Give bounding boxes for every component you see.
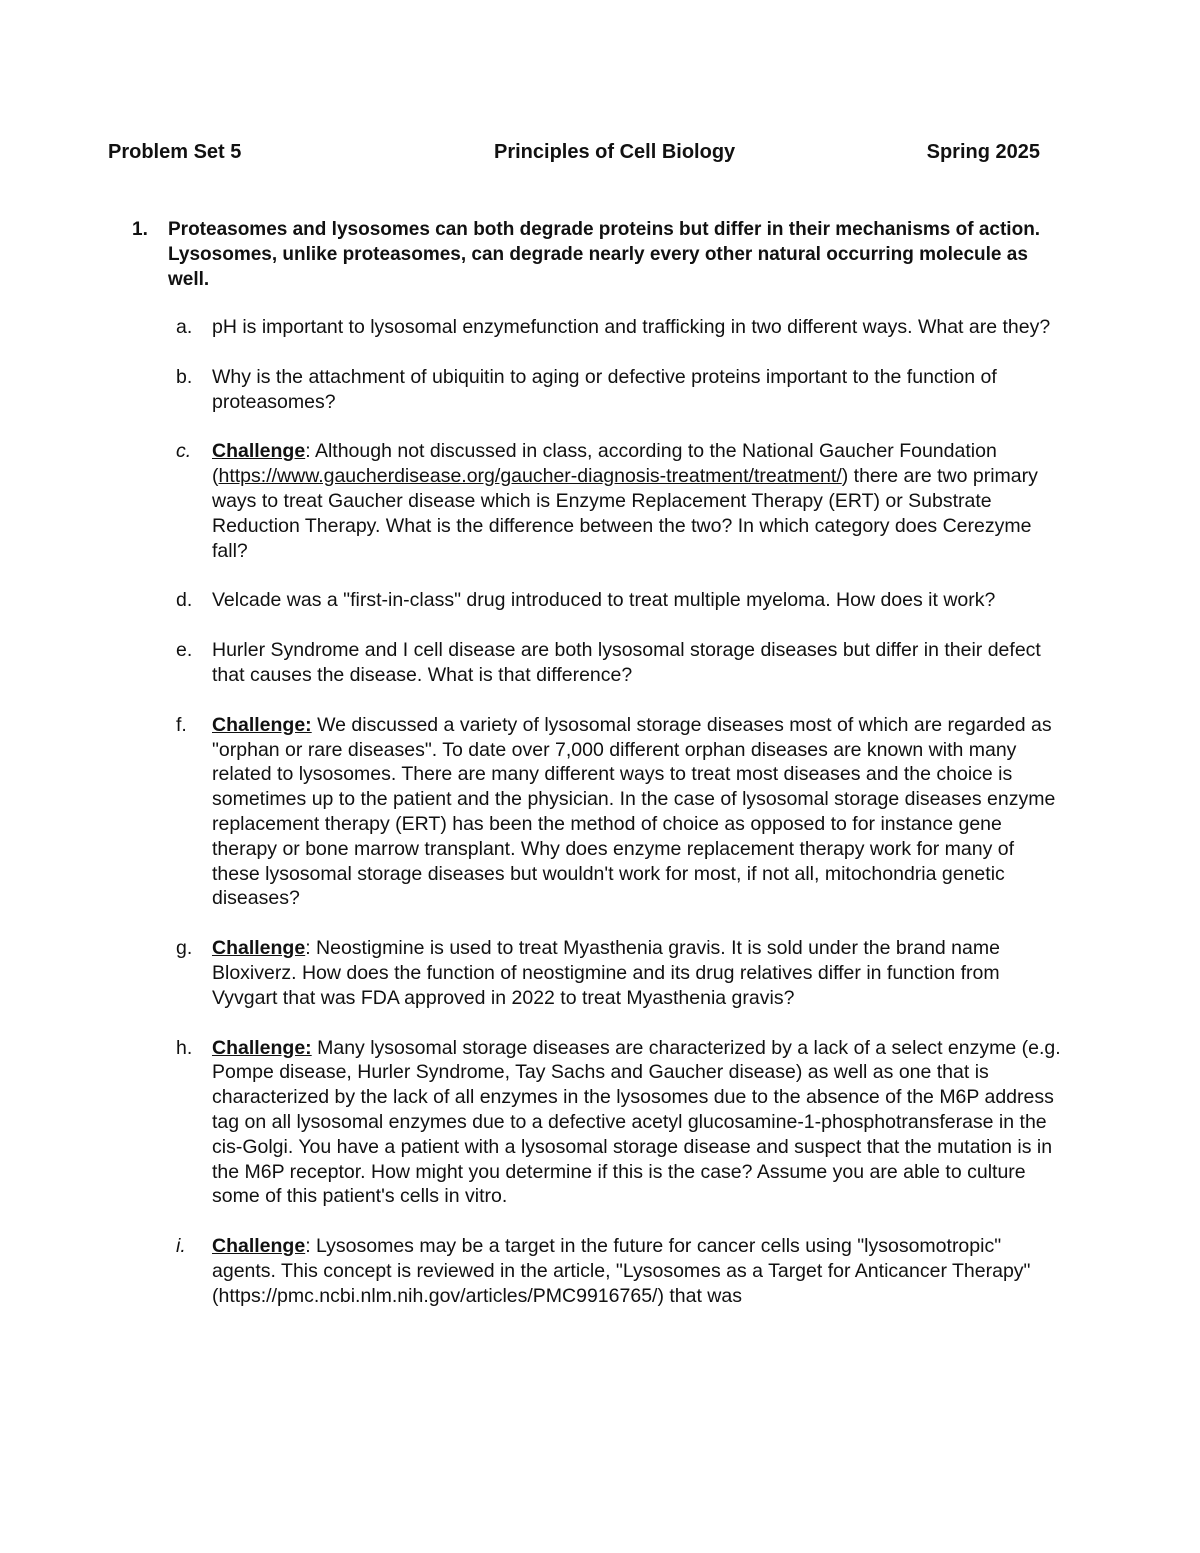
gaucher-foundation-link[interactable]: https://www.gaucherdisease.org/gaucher-diagnosis-treatment/treatment/ <box>218 465 842 488</box>
header-problem-set: Problem Set 5 <box>108 141 242 163</box>
sub-question-text: Velcade was a "first-in-class" drug introduced to treat multiple myeloma. How does it work? <box>212 589 996 612</box>
sub-question-letter: c. <box>176 440 192 463</box>
sub-question-text-continued: ) there are two primary ways to treat Gaucher disease which is Enzyme Replacement Therapy (ERT) or Substrate Reduction Therapy. What is the difference between the two? In which category does Cerezyme fall? <box>212 465 1038 562</box>
sub-question-body <box>212 713 1066 911</box>
challenge-colon: : <box>305 440 311 463</box>
sub-question-body <box>212 439 1066 563</box>
sub-question-b <box>176 365 1066 415</box>
sub-question-h <box>176 1036 1066 1210</box>
challenge-label: Challenge: <box>212 713 312 736</box>
question-1 <box>132 217 1064 292</box>
challenge-label: Challenge: <box>212 1036 312 1059</box>
sub-question-text: We discussed a variety of lysosomal storage diseases most of which are regarded as "orphan or rare diseases". To date over 7,000 different orphan diseases are known with many related to lysosomes. There are many different ways to treat most diseases and the choice is sometimes up to the patient and the physician. In the case of lysosomal storage diseases enzyme replacement therapy (ERT) has been the method of choice as opposed to for instance gene therapy or bone marrow transplant. Why does enzyme replacement therapy work for many of these lysosomal storage diseases but wouldn't work for most, if not all, mitochondria genetic diseases? <box>212 713 1056 910</box>
page-header <box>108 141 1040 169</box>
header-course-title: Principles of Cell Biology <box>494 141 736 163</box>
sub-question-letter: h. <box>176 1036 193 1059</box>
sub-question-letter: a. <box>176 316 193 338</box>
question-text: Proteasomes and lysosomes can both degrade proteins but differ in their mechanisms of action. Lysosomes, unlike proteasomes, can degrade nearly every other natural occurring molecule as well. <box>168 219 1041 290</box>
challenge-label: Challenge <box>212 1235 306 1258</box>
sub-question-text: pH is important to lysosomal enzymefunction and trafficking in two different ways. What are they? <box>212 316 1051 338</box>
sub-question-letter: g. <box>176 937 193 960</box>
challenge-label: Challenge <box>212 937 306 960</box>
challenge-colon: : <box>305 1235 311 1258</box>
sub-question-letter: f. <box>176 713 187 736</box>
question-number: 1. <box>132 219 148 240</box>
sub-question-text: Although not discussed in class, according to the National Gaucher Foundation ( <box>212 440 997 488</box>
sub-question-f <box>176 713 1066 911</box>
sub-question-list <box>176 315 1066 1334</box>
sub-question-d <box>176 588 1066 613</box>
challenge-label: Challenge <box>212 440 306 463</box>
sub-question-i <box>176 1234 1066 1308</box>
sub-question-c <box>176 439 1066 563</box>
sub-question-letter: e. <box>176 639 193 662</box>
challenge-colon: : <box>305 937 311 960</box>
sub-question-letter: d. <box>176 589 193 612</box>
sub-question-a <box>176 315 1066 340</box>
sub-question-text: Many lysosomal storage diseases are characterized by a lack of a select enzyme (e.g. Pompe disease, Hurler Syndrome, Tay Sachs and Gaucher disease) as well as one that is characterized by the lack of all enzymes in the lysosomes due to the absence of the M6P address tag on all lysosomal enzymes due to a defective acetyl glucosamine-1-phosphotransferase in the cis-Golgi. You have a patient with a lysosomal storage disease and suspect that the mutation is in the M6P receptor. How might you determine if this is the case? Assume you are able to culture some of this patient's cells in vitro. <box>212 1036 1061 1208</box>
sub-question-text: Lysosomes may be a target in the future for cancer cells using "lysosomotropic" agents. This concept is reviewed in the article, "Lysosomes as a Target for Anticancer Therapy" (https://pmc.ncbi.nlm.nih.gov/articles/PMC9916765/) that was <box>212 1235 1031 1307</box>
sub-question-text: Hurler Syndrome and I cell disease are both lysosomal storage diseases but differ in their defect that causes the disease. What is that difference? <box>212 639 1041 686</box>
sub-question-text: Why is the attachment of ubiquitin to aging or defective proteins important to the function of proteasomes? <box>212 365 997 413</box>
sub-question-g <box>176 936 1066 1010</box>
sub-question-letter: b. <box>176 365 193 388</box>
header-term: Spring 2025 <box>926 141 1040 163</box>
sub-question-letter: i. <box>176 1235 186 1258</box>
sub-question-body <box>212 1234 1066 1308</box>
sub-question-text: Neostigmine is used to treat Myasthenia gravis. It is sold under the brand name Bloxiverz. How does the function of neostigmine and its drug relatives differ in function from Vyvgart that was FDA approved in 2022 to treat Myasthenia gravis? <box>212 937 1000 1009</box>
sub-question-body <box>212 1036 1066 1210</box>
sub-question-e <box>176 638 1066 688</box>
sub-question-body <box>212 936 1066 1010</box>
